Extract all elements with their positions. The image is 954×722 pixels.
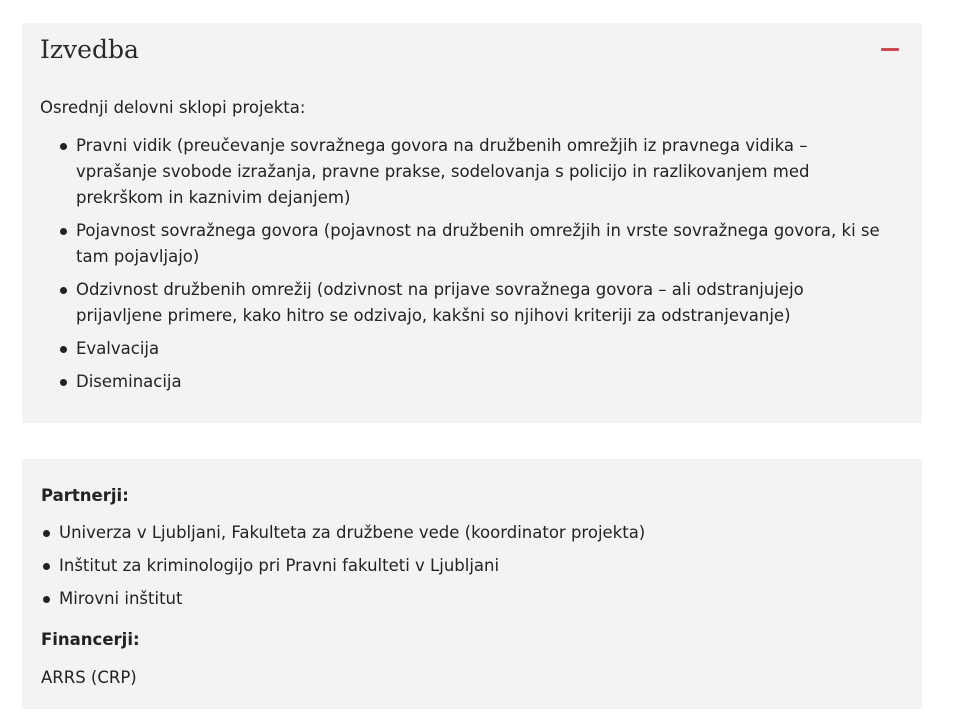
accordion-title[interactable]: Izvedba <box>40 35 139 64</box>
list-item-text: Diseminacija <box>76 372 182 391</box>
accordion-intro: Osrednji delovni sklopi projekta: <box>40 98 306 117</box>
list-item <box>76 336 886 362</box>
partner-name: Inštitut za kriminologijo pri Pravni fakulteti v Ljubljani <box>59 556 500 575</box>
list-item-text: Pravni vidik (preučevanje sovražnega govora na družbenih omrežjih iz pravnega vidika – vprašanje svobode izražanja, pravne prakse, sodelovanja s policijo in razlikovanjem med prekrškom in kaznivim dejanjem) <box>76 136 810 207</box>
partner-name: Univerza v Ljubljani, Fakulteta za družbene vede (koordinator projekta) <box>59 523 646 542</box>
accordion-panel-izvedba <box>22 23 922 423</box>
funders-label: Financerji: <box>41 630 140 649</box>
funder-name: ARRS (CRP) <box>41 668 137 687</box>
bullet-icon <box>60 287 67 294</box>
list-item <box>59 553 899 579</box>
list-item-text: Pojavnost sovražnega govora (pojavnost na družbenih omrežjih in vrste sovražnega govora, ki se tam pojavljajo) <box>76 221 880 266</box>
minus-icon <box>881 48 899 51</box>
bullet-icon <box>60 346 67 353</box>
bullet-icon <box>43 596 50 603</box>
list-item <box>76 369 886 395</box>
collapse-button[interactable] <box>874 39 904 63</box>
work-packages-list <box>76 133 886 402</box>
bullet-icon <box>60 143 67 150</box>
list-item <box>76 218 886 270</box>
partners-label: Partnerji: <box>41 486 129 505</box>
list-item-text: Evalvacija <box>76 339 160 358</box>
project-info-panel <box>22 459 922 709</box>
partners-list <box>59 520 899 619</box>
bullet-icon <box>60 379 67 386</box>
bullet-icon <box>43 530 50 537</box>
list-item <box>76 277 886 329</box>
bullet-icon <box>60 228 67 235</box>
list-item <box>59 586 899 612</box>
partner-name: Mirovni inštitut <box>59 589 183 608</box>
list-item <box>76 133 886 211</box>
list-item-text: Odzivnost družbenih omrežij (odzivnost na prijave sovražnega govora – ali odstranjujejo prijavljene primere, kako hitro se odzivajo, kakšni so njihovi kriteriji za odstranjevanje) <box>76 280 804 325</box>
bullet-icon <box>43 563 50 570</box>
list-item <box>59 520 899 546</box>
